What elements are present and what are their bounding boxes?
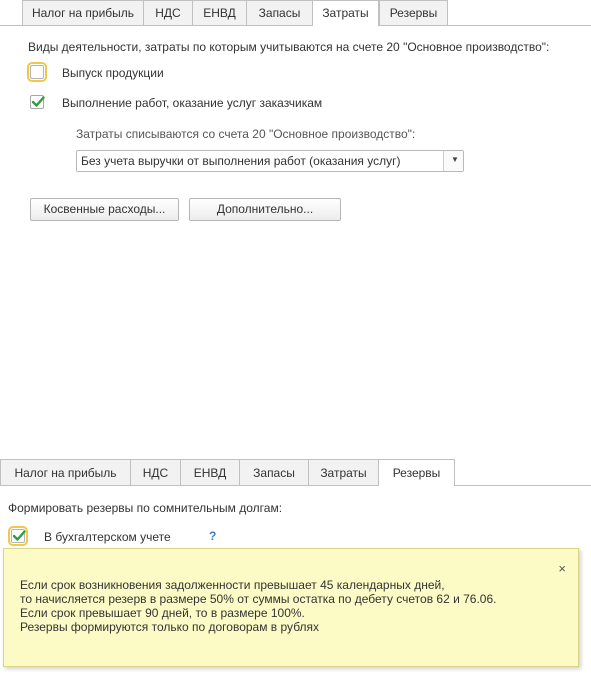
- top-tab-bar: [0, 0, 591, 26]
- checkmark-icon: [31, 95, 45, 109]
- checkmark-icon: [12, 529, 26, 543]
- indirect-costs-button[interactable]: Косвенные расходы...: [30, 198, 179, 221]
- production-checkbox[interactable]: [30, 65, 44, 79]
- dropdown-arrow-icon: ▼: [451, 155, 459, 164]
- tab-inventory[interactable]: Запасы: [246, 0, 312, 25]
- close-icon[interactable]: ×: [558, 561, 566, 576]
- tab-profit-tax[interactable]: Налог на прибыль: [22, 0, 143, 25]
- tab-reserves[interactable]: Резервы: [379, 0, 448, 25]
- tooltip-line: Резервы формируются только по договорам в рублях: [20, 620, 320, 634]
- writeoff-label: Затраты списываются со счета 20 "Основное производство":: [76, 127, 416, 141]
- doubtful-debts-label: Формировать резервы по сомнительным долгам:: [8, 501, 283, 515]
- tab-envd[interactable]: ЕНВД: [192, 0, 246, 25]
- accounting-checkbox[interactable]: [11, 529, 25, 543]
- help-icon[interactable]: ?: [209, 529, 217, 543]
- tab-costs[interactable]: Затраты: [312, 0, 379, 26]
- tab-envd[interactable]: ЕНВД: [180, 459, 239, 485]
- tab-vat[interactable]: НДС: [143, 0, 192, 25]
- services-checkbox[interactable]: [30, 95, 44, 109]
- top-panel: [0, 0, 591, 260]
- tab-costs[interactable]: Затраты: [308, 459, 378, 485]
- bottom-tab-bar: [0, 459, 591, 486]
- accounting-checkbox-label: В бухгалтерском учете: [44, 530, 171, 544]
- production-checkbox-label: Выпуск продукции: [62, 66, 164, 80]
- writeoff-method-value: Без учета выручки от выполнения работ (оказания услуг): [81, 154, 401, 168]
- help-tooltip: [3, 548, 579, 667]
- tooltip-text: [20, 578, 497, 634]
- tooltip-line: Если срок возникновения задолженности превышает 45 календарных дней,: [20, 578, 445, 592]
- tab-reserves[interactable]: Резервы: [378, 459, 455, 486]
- tab-inventory[interactable]: Запасы: [239, 459, 308, 485]
- additional-button[interactable]: Дополнительно...: [189, 198, 341, 221]
- dropdown-button[interactable]: [443, 151, 463, 171]
- tooltip-line: Если срок превышает 90 дней, то в размере 100%.: [20, 606, 305, 620]
- tooltip-line: то начисляется резерв в размере 50% от суммы остатка по дебету счетов 62 и 76.06.: [20, 592, 497, 606]
- writeoff-method-select[interactable]: [76, 150, 464, 172]
- tab-vat[interactable]: НДС: [130, 459, 180, 485]
- activity-types-label: Виды деятельности, затраты по которым учитываются на счете 20 "Основное производство":: [28, 40, 550, 54]
- tab-profit-tax[interactable]: Налог на прибыль: [0, 459, 130, 485]
- services-checkbox-label: Выполнение работ, оказание услуг заказчикам: [62, 96, 323, 110]
